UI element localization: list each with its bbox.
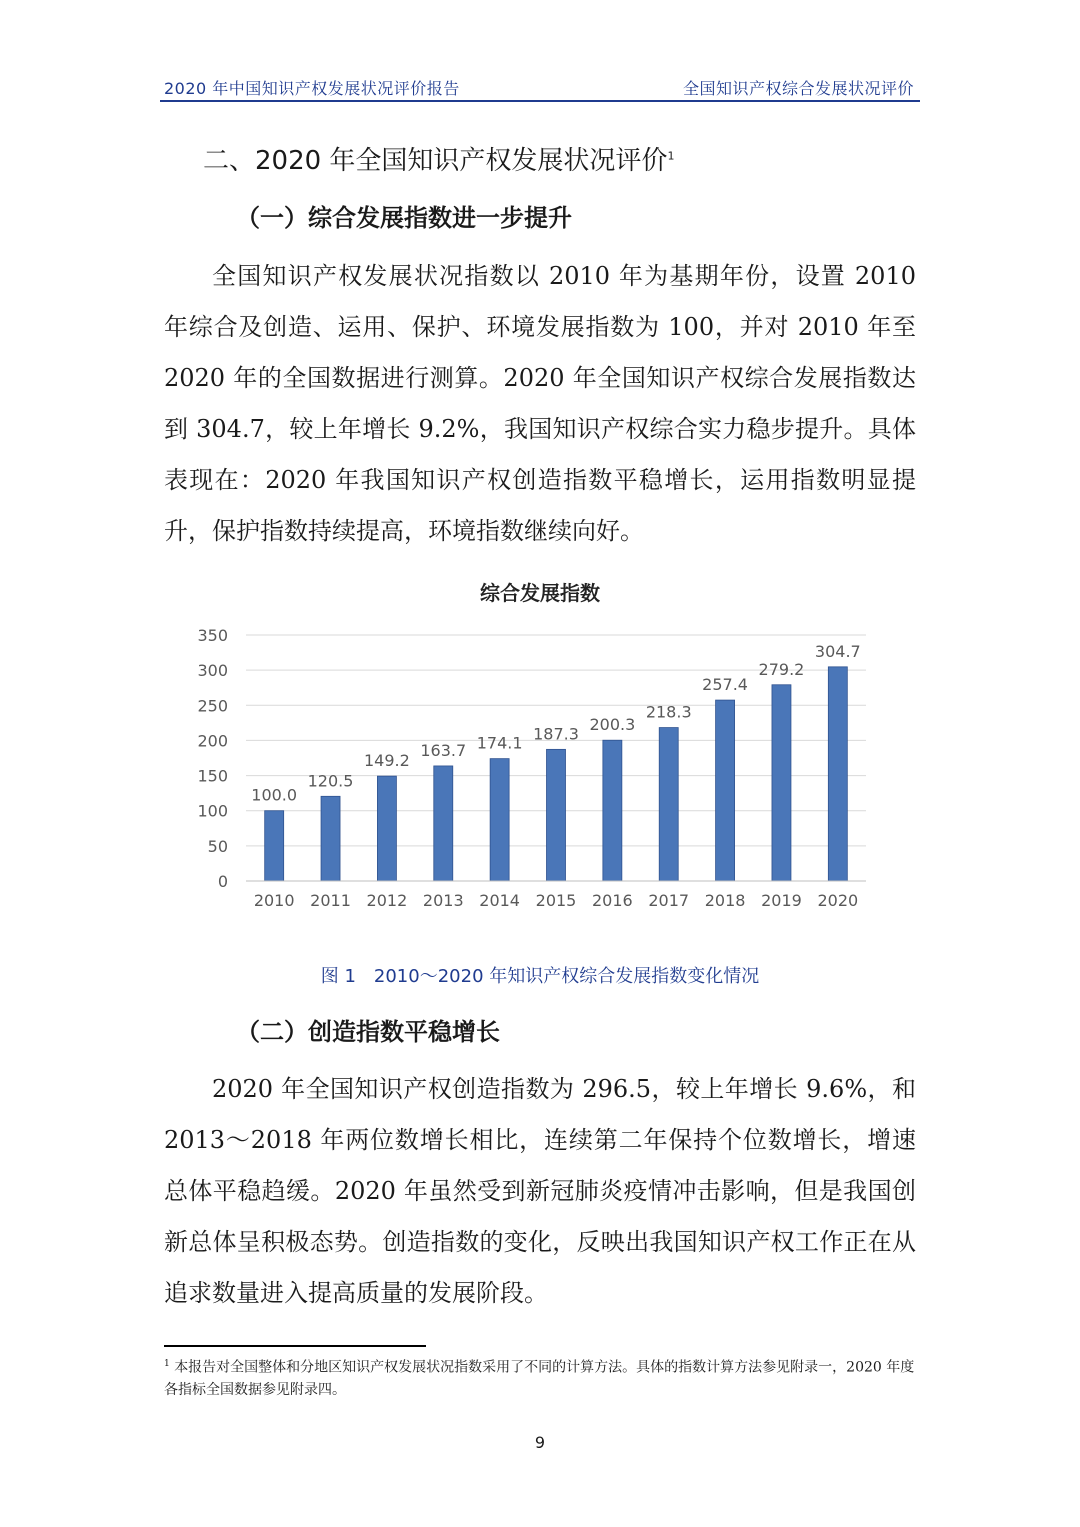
x-tick-label: 2010 [253,891,295,910]
y-tick-label: 150 [197,766,228,786]
y-tick-label: 300 [197,661,228,681]
bar-chart [190,615,880,915]
data-label: 149.2 [364,751,410,771]
y-tick-label: 350 [197,626,228,645]
bar-2016 [603,740,622,881]
y-tick-label: 100 [197,801,228,821]
section-title: 二、2020 年全国知识产权发展状况评价 [203,146,668,176]
bar-2010 [265,811,284,881]
header-divider [160,100,920,102]
figure-caption: 图 1 2010～2020 年知识产权综合发展指数变化情况 [320,966,760,987]
bar-2018 [716,700,735,881]
data-label: 257.4 [702,675,748,695]
header-chapter-title: 全国知识产权综合发展状况评价 [682,79,914,98]
x-tick-label: 2011 [310,891,351,910]
data-label: 163.7 [420,740,467,760]
footnote-divider [164,1345,426,1347]
section-heading [203,140,674,177]
bar-2014 [490,759,509,881]
paragraph-2-text: 2020 年全国知识产权创造指数为 296.5，较上年增长 9.6%，和 2013～2018 年两位数增长相比，连续第二年保持个位数增长，增速总体平稳趋缓。2020 年虽然受到新冠肺炎疫情冲击影响，但是我国创新总体呈积极态势。创造指数的变化，反映出我国知识产权工作正在从追求数量进入提高质量的发展阶段。 [164,1075,916,1307]
data-label: 304.7 [814,641,861,661]
x-tick-label: 2013 [422,891,464,910]
bar-2012 [377,776,396,881]
chart-title: 综合发展指数 [480,581,600,605]
y-tick-label: 50 [207,836,228,856]
header-report-title: 2020 年中国知识产权发展状况评价报告 [164,79,460,98]
x-tick-label: 2015 [535,891,577,910]
x-tick-label: 2014 [479,891,520,910]
paragraph-1-text: 全国知识产权发展状况指数以 2010 年为基期年份，设置 2010 年综合及创造、运用、保护、环境发展指数为 100，并对 2010 年至 2020 年的全国数据进行测算。2020 年全国知识产权综合发展指数达到 304.7，较上年增长 9.2%，我国知识产权综合实力稳步提升。具体表现在：2020 年我国知识产权创造指数平稳增长，运用指数明显提升，保护指数持续提高，环境指数继续向好。 [164,262,916,545]
footnote-reference[interactable]: 1 [667,149,675,163]
data-label: 200.3 [589,715,636,735]
footnote-marker: 1 [164,1359,170,1369]
y-tick-label: 0 [217,872,228,891]
subsection-heading-2: （二）创造指数平稳增长 [236,1017,500,1046]
y-tick-label: 250 [197,696,228,716]
footnote-text: 本报告对全国整体和分地区知识产权发展状况指数采用了不同的计算方法。具体的指数计算方法参见附录一，2020 年度各指标全国数据参见附录四。 [164,1359,915,1398]
x-tick-label: 2020 [817,891,859,910]
subsection-heading-1: （一）综合发展指数进一步提升 [236,203,572,232]
x-tick-label: 2017 [648,891,690,910]
bar-2017 [659,728,678,881]
y-tick-label: 200 [197,731,228,751]
data-label: 100.0 [251,785,298,805]
bar-2020 [828,667,847,881]
bar-2015 [547,749,566,881]
data-label: 187.3 [533,724,579,744]
data-label: 218.3 [645,702,692,722]
paragraph-1 [164,251,916,557]
page-number: 9 [534,1433,546,1452]
x-tick-label: 2018 [704,891,746,910]
data-label: 120.5 [307,771,354,791]
footnote [164,1353,916,1401]
x-tick-label: 2012 [366,891,408,910]
data-label: 279.2 [758,659,805,679]
bar-2011 [321,796,340,881]
bar-2019 [772,685,791,881]
paragraph-2 [164,1064,916,1319]
x-tick-label: 2019 [761,891,802,910]
bar-2013 [434,766,453,881]
x-tick-label: 2016 [592,891,633,910]
data-label: 174.1 [476,733,523,753]
